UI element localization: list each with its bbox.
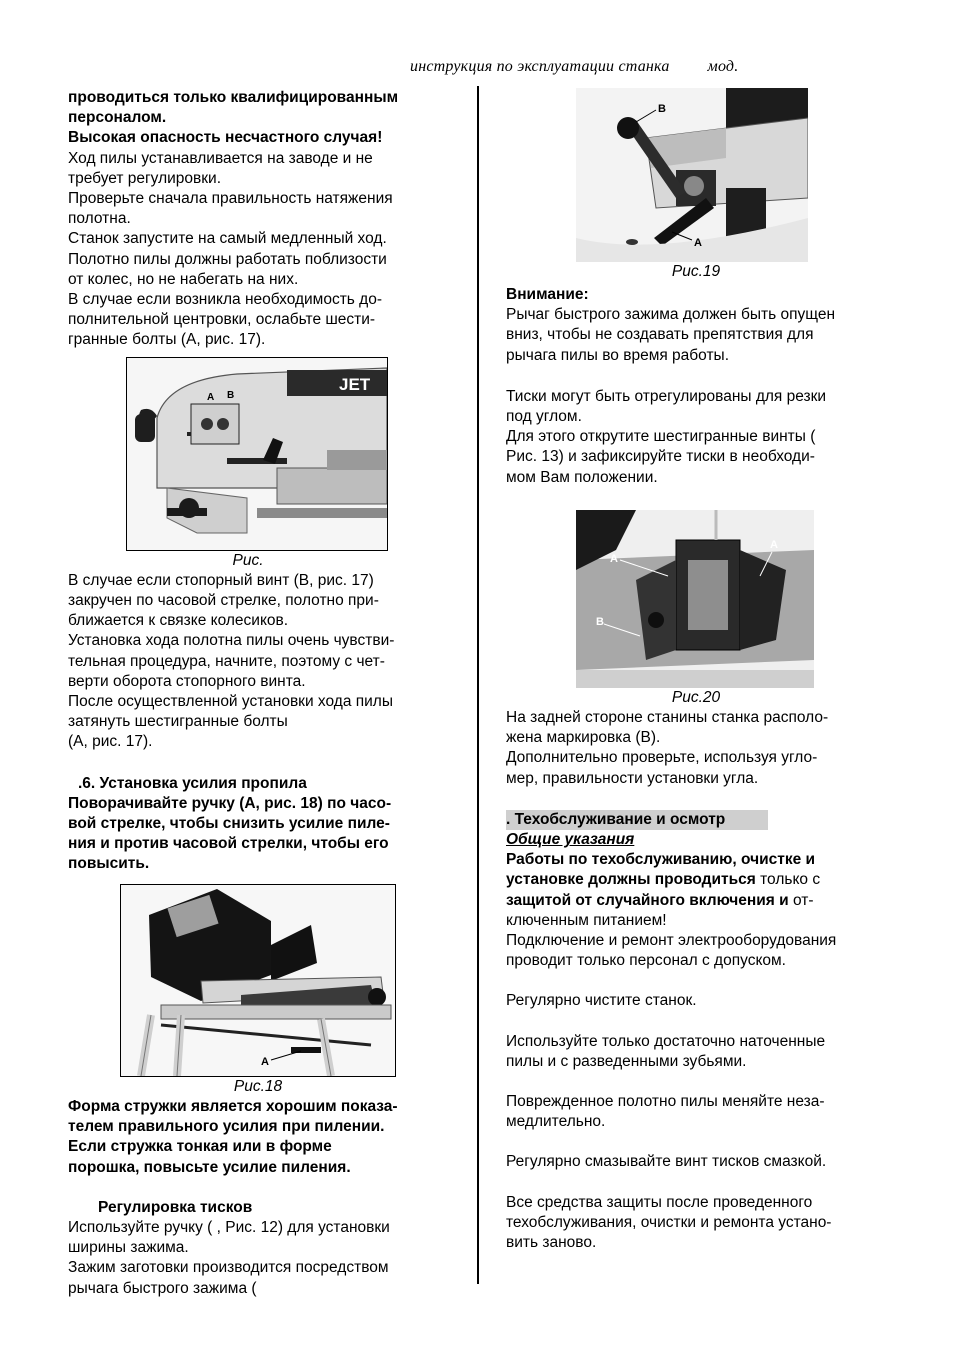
left-paragraph-5 (68, 1218, 460, 1299)
text-line: Проверьте сначала правильность натяжения (68, 190, 393, 208)
text-line: вой стрелке, чтобы снизить усилие пиле- (68, 815, 390, 833)
text-line: ключенным питанием! (506, 911, 667, 929)
figure-17-illustration (127, 358, 387, 550)
label-a: A (694, 237, 702, 249)
figure-20-illustration (576, 510, 814, 688)
figure-19 (576, 88, 808, 262)
left-paragraph-4 (68, 1097, 460, 1178)
maintenance-paragraph-7 (506, 1193, 906, 1254)
text-line: проводиться только квалифицированным (68, 89, 399, 106)
text-line: мер, правильности установки угла. (506, 769, 759, 787)
left-paragraph-2 (68, 149, 460, 351)
figure-18 (120, 884, 396, 1077)
text-line: Тиски могут быть отрегулированы для резки (506, 387, 827, 405)
text-line: Все средства защиты после проведенного (506, 1193, 813, 1211)
warning-line: Высокая опасность несчастного случая! (68, 129, 383, 147)
left-paragraph-3 (68, 571, 460, 753)
header-title: инструкция по эксплуатации станка (410, 58, 670, 75)
section-6 (68, 774, 460, 875)
text-line: Дополнительно проверьте, используя угло- (506, 749, 818, 767)
text-line: рычага пилы во время работы. (506, 346, 730, 364)
text-line: полотна. (68, 210, 131, 228)
right-paragraph-3 (506, 708, 906, 789)
text-line: Подключение и ремонт электрооборудования (506, 932, 837, 950)
text-line: Работы по техобслуживанию, очистке и (506, 851, 816, 869)
text-line (506, 891, 906, 911)
right-paragraph-2 (506, 387, 906, 488)
text-line: Форма стружки является хорошим показа- (68, 1097, 398, 1115)
label-a: A (207, 391, 215, 403)
text-line: Полотно пилы должны работать поблизости (68, 250, 387, 268)
figure-20 (576, 510, 814, 688)
maintenance-paragraph-1 (506, 850, 906, 931)
page-header (410, 58, 738, 76)
text-line: (А, рис. 17). (68, 733, 153, 751)
text-line: повысить. (68, 855, 150, 873)
attention-heading: Внимание: (506, 286, 589, 303)
text-line: проводит только персонал с допуском. (506, 952, 786, 970)
label-b: B (596, 615, 604, 628)
text-line: Установка хода полотна пилы очень чувстви- (68, 632, 395, 650)
maintenance-paragraph-6: Регулярно смазывайте винт тисков смазкой. (506, 1153, 827, 1171)
text-line: мом Вам положении. (506, 468, 658, 486)
text-line: Станок запустите на самый медленный ход. (68, 230, 387, 248)
text-line: Зажим заготовки производится посредством (68, 1259, 389, 1277)
maintenance-heading: . Техобслуживание и осмотр (506, 810, 768, 830)
label-a-right: A (770, 538, 778, 551)
figure-17 (126, 357, 388, 551)
text-line: закручен по часовой стрелке, полотно при- (68, 592, 379, 610)
figure-19-caption: Рис.19 (671, 263, 721, 280)
text-line: медлительно. (506, 1113, 606, 1131)
text-line: Рис. 13) и зафиксируйте тиски в необходи- (506, 448, 815, 466)
text-line: вить заново. (506, 1234, 597, 1252)
text-line: В случае если возникла необходимость до- (68, 291, 383, 309)
text-line: Рычаг быстрого зажима должен быть опущен (506, 306, 836, 324)
text-line: Используйте ручку ( , Рис. 12) для установки (68, 1218, 390, 1236)
text-line: ширины зажима. (68, 1239, 189, 1257)
text-normal: от- (788, 891, 814, 909)
right-paragraph-1 (506, 305, 906, 366)
text-line: Ход пилы устанавливается на заводе и не (68, 149, 373, 167)
label-a: A (261, 1055, 269, 1068)
maintenance-paragraph-3: Регулярно чистите станок. (506, 992, 697, 1010)
text-line: Для этого открутите шестигранные винты ( (506, 428, 816, 446)
text-line: пилы и с разведенными зубьями. (506, 1052, 747, 1070)
header-model: мод. (707, 58, 739, 75)
text-line: под углом. (506, 408, 582, 426)
text-line: телем правильного усилия при пилении. (68, 1118, 385, 1136)
text-line: ближается к связке колесиков. (68, 612, 289, 630)
text-line: Поврежденное полотно пилы меняйте неза- (506, 1093, 825, 1111)
column-divider (477, 86, 479, 1284)
text-line: затянуть шестигранные болты (68, 713, 288, 731)
text-line: жена маркировка (В). (506, 729, 661, 747)
maintenance-paragraph-4 (506, 1032, 906, 1072)
figure-20-caption: Рис.20 (671, 688, 721, 706)
text-line: полнительной центровки, ослабьте шести- (68, 311, 376, 329)
text-bold: установке должны проводиться (506, 871, 756, 889)
vise-heading: Регулировка тисков (98, 1198, 253, 1216)
text-line: В случае если стопорный винт (В, рис. 17) (68, 571, 374, 589)
label-b: B (658, 103, 666, 115)
section-heading: .6. Установка усилия пропила (78, 774, 307, 792)
text-line: порошка, повысьте усилие пиления. (68, 1158, 351, 1176)
text-line: Используйте только достаточно наточенные (506, 1032, 826, 1050)
text-line: требует регулировки. (68, 169, 222, 187)
maintenance-paragraph-2 (506, 931, 906, 971)
figure-19-illustration (576, 88, 808, 262)
right-column (506, 285, 906, 1253)
text-line: от колес, но не набегать на них. (68, 270, 299, 288)
figure-18-illustration (121, 885, 395, 1076)
text-line: рычага быстрого зажима ( (68, 1279, 257, 1297)
text-line: вниз, чтобы не создавать препятствия для (506, 326, 814, 344)
text-line: Если стружка тонкая или в форме (68, 1138, 332, 1156)
text-line: персоналом. (68, 109, 167, 127)
text-line: На задней стороне станины станка располо- (506, 709, 829, 727)
label-a-left: A (610, 552, 618, 565)
text-line: ния и против часовой стрелки, чтобы его (68, 835, 389, 853)
text-line: После осуществленной установки хода пилы (68, 693, 393, 711)
text-line: верти оборота стопорного винта. (68, 672, 306, 690)
text-line: гранные болты (А, рис. 17). (68, 331, 266, 349)
label-b: B (227, 389, 235, 401)
figure-18-caption: Рис.18 (233, 1077, 283, 1095)
general-heading: Общие указания (506, 831, 635, 849)
text-line: Поворачивайте ручку (А, рис. 18) по часо- (68, 794, 392, 812)
text-bold: защитой от случайного включения и (506, 891, 789, 909)
left-intro-bold (68, 88, 460, 149)
left-column (68, 88, 460, 1299)
text-line: техобслуживания, очистки и ремонта устано- (506, 1213, 832, 1231)
maintenance-paragraph-5 (506, 1092, 906, 1132)
text-line: тельная процедура, начните, поэтому с чет- (68, 652, 385, 670)
figure-17-caption: Рис. (232, 551, 264, 569)
text-normal: только с (755, 871, 821, 889)
text-line (506, 870, 906, 890)
brand-label: JET (339, 374, 371, 394)
